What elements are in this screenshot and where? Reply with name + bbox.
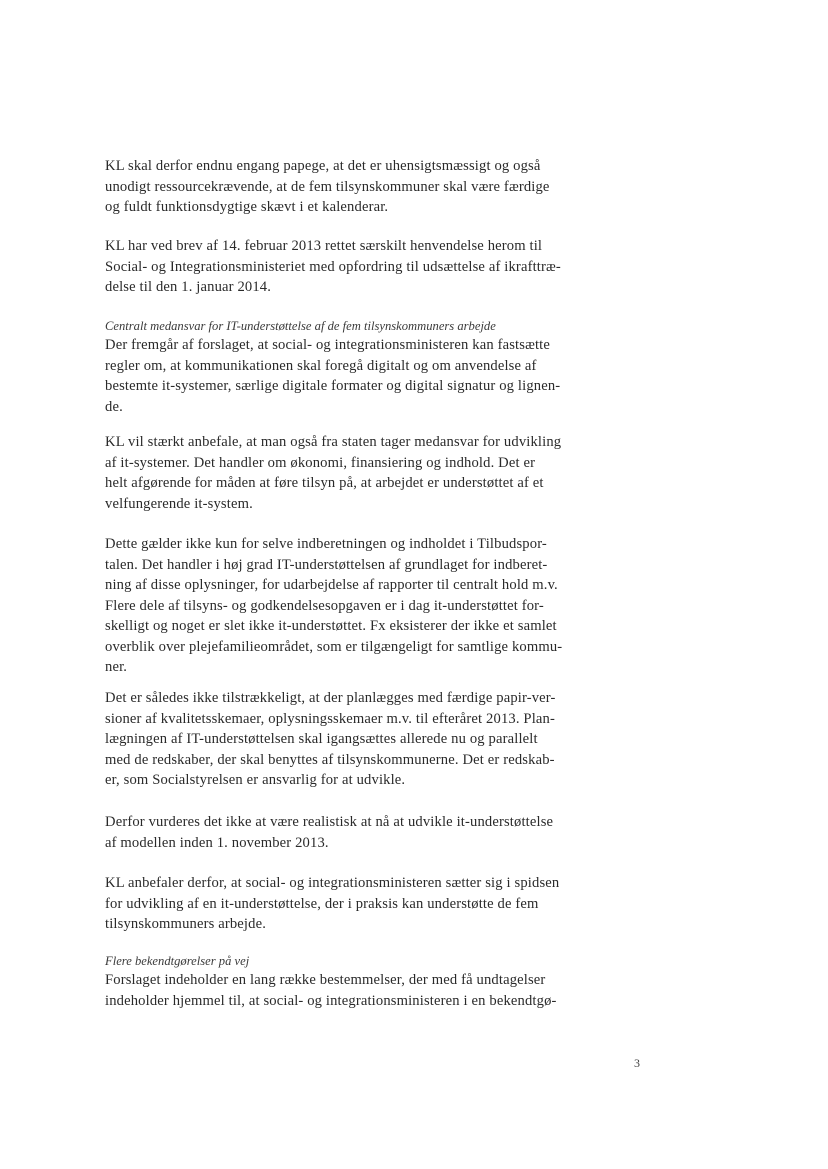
text-line: Social- og Integrationsministeriet med opfordring til udsættelse af ikrafttræ- [105,258,561,275]
text-line: KL vil stærkt anbefale, at man også fra staten tager medansvar for udvikling [105,434,562,450]
text-line: sioner af kvalitetsskemaer, oplysningsskemaer m.v. til efteråret 2013. Plan- [105,710,555,727]
page-number: 3 [634,1056,640,1070]
text-line: Det er således ikke tilstrækkeligt, at der planlægges med færdige papir-ver- [105,690,556,706]
text-line: er, som Socialstyrelsen er ansvarlig for at udvikle. [105,772,406,788]
text-line: indeholder hjemmel til, at social- og integrationsministeren i en bekendtgø- [105,992,557,1009]
paragraph-2 [105,236,625,298]
text-line: Dette gælder ikke kun for selve indberetningen og indholdet i Tilbudspor- [105,536,547,552]
text-line: unodigt ressourcekrævende, at de fem tilsynskommuner skal være færdige [105,178,550,195]
text-line: og fuldt funktionsdygtige skævt i et kalenderar. [105,199,389,215]
text-line: overblik over plejefamilieområdet, som er tilgængeligt for samtlige kommu- [105,638,563,655]
text-line: KL skal derfor endnu engang papege, at det er uhensigtsmæssigt og også [105,158,541,174]
text-line: talen. Det handler i høj grad IT-understøttelsen af grundlaget for indberet- [105,556,548,573]
paragraph-7 [105,812,625,853]
paragraph-5 [105,534,625,678]
text-line: regler om, at kommunikationen skal foregå digitalt og om anvendelse af [105,357,537,374]
paragraph-6 [105,688,625,791]
text-line: Der fremgår af forslaget, at social- og integrationsministeren kan fastsætte [105,337,551,353]
paragraph-4 [105,432,625,514]
text-line: KL anbefaler derfor, at social- og integrationsministeren sætter sig i spidsen [105,875,560,891]
text-line: lægningen af IT-understøttelsen skal igangsættes allerede nu og parallelt [105,731,538,747]
text-line: af modellen inden 1. november 2013. [105,834,329,851]
text-line: de. [105,398,123,415]
text-line: med de redskaber, der skal benyttes af tilsynskommunerne. Det er redskab- [105,751,555,768]
text-line: bestemte it-systemer, særlige digitale formater og digital signatur og lignen- [105,378,561,394]
text-line: KL har ved brev af 14. februar 2013 rettet særskilt henvendelse herom til [105,238,543,254]
text-line: tilsynskommuners arbejde. [105,916,267,932]
text-line: af it-systemer. Det handler om økonomi, finansiering og indhold. Det er [105,454,536,471]
section-heading: Flere bekendtgørelser på vej [105,954,250,968]
paragraph-3 [105,317,625,417]
text-line: ner. [105,659,128,675]
paragraph-9 [105,952,625,1011]
paragraph-8 [105,873,625,935]
text-line: Derfor vurderes det ikke at være realistisk at nå at udvikle it-understøttelse [105,814,554,830]
text-line: Forslaget indeholder en lang række bestemmelser, der med få undtagelser [105,972,546,988]
text-line: skelligt og noget er slet ikke it-understøttet. Fx eksisterer der ikke et samlet [105,618,557,634]
text-line: helt afgørende for måden at føre tilsyn på, at arbejdet er understøttet af et [105,475,544,491]
paragraph-1 [105,156,625,218]
text-line: Flere dele af tilsyns- og godkendelsesopgaven er i dag it-understøttet for- [105,597,544,614]
text-line: ning af disse oplysninger, for udarbejdelse af rapporter til centralt hold m.v. [105,577,558,593]
section-heading: Centralt medansvar for IT-understøttelse af de fem tilsynskommuners arbejde [105,319,496,333]
text-line: delse til den 1. januar 2014. [105,279,272,295]
text-line: velfungerende it-system. [105,495,253,512]
text-line: for udvikling af en it-understøttelse, der i praksis kan understøtte de fem [105,895,539,912]
